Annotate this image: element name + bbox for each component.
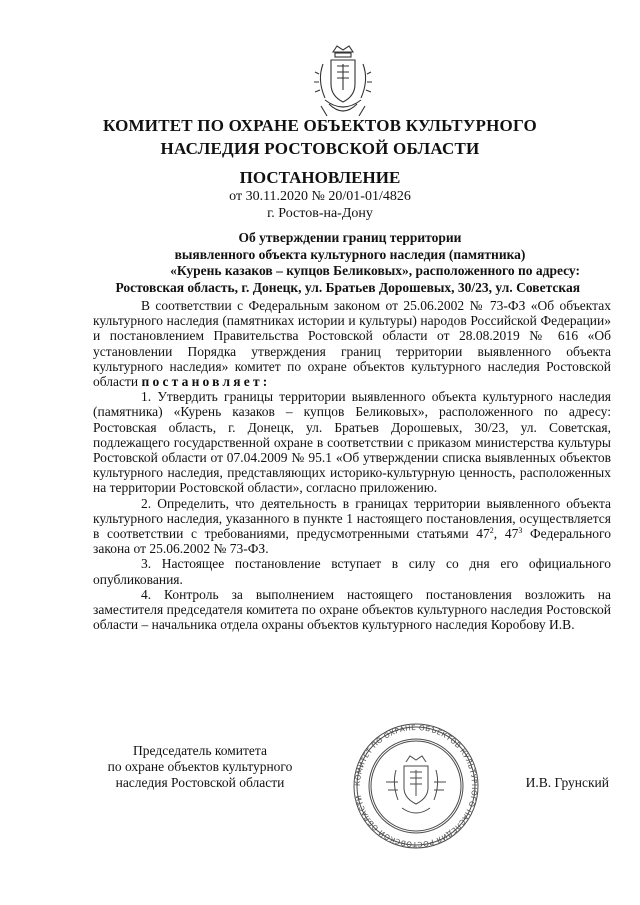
title-line-4: Ростовская область, г. Донецк, ул. Братьев Дорошевых, 30/23, ул. Советская [115, 279, 580, 295]
organization-name [80, 114, 560, 160]
item-3-paragraph: 3. Настоящее постановление вступает в силу со дня его официального опубликования. [93, 556, 611, 587]
position-line-1: Председатель комитета [133, 743, 267, 758]
title-line-3: «Курень казаков – купцов Беликовых», расположенного по адресу: [170, 263, 580, 278]
item-2-superscript-2: 3 [518, 526, 523, 536]
document-city: г. Ростов-на-Дону [267, 206, 373, 221]
org-line-1: КОМИТЕТ ПО ОХРАНЕ ОБЪЕКТОВ КУЛЬТУРНОГО [103, 116, 537, 135]
signatory-name: И.В. Грунский [525, 775, 609, 790]
item-2-superscript-1: 2 [489, 526, 494, 536]
item-1-paragraph: 1. Утвердить границы территории выявленного объекта культурного наследия (памятника) «Курень казаков – купцов Беликовых», расположенного по адресу: Ростовская область, г. Донецк, ул. Братьев Дорошевых, 30/23, ул. Советская, подлежащего государственной охране в соответствии с приказом министерства культуры Ростовской области от 07.04.2009 № 95.1 «Об утверждении списка выявленных объектов культурного наследия, представляющих историко-культурную ценность, расположенных на территории Ростовской области», согласно приложению. [93, 389, 611, 496]
signatory-position [80, 743, 320, 791]
preamble-paragraph [93, 298, 611, 389]
round-seal-icon [340, 722, 492, 850]
title-line-1: Об утверждении границ территории [238, 230, 462, 245]
document-title [80, 230, 580, 296]
item-2-paragraph [93, 496, 611, 557]
coat-of-arms-icon [311, 44, 375, 120]
item-2-text-a: 2. Определить, что деятельность в границах территории выявленного объекта культурного наследия, указанного в пункте 1 настоящего постановления, осуществляется в соответствии с требованиями, предусмотренными статьями 47 [93, 495, 611, 542]
item-4-paragraph: 4. Контроль за выполнением настоящего постановления возложить на заместителя председателя комитета по охране объектов культурного наследия Ростовской области – начальника отдела охраны объектов культурного наследия Коробову И.В. [93, 586, 611, 633]
item-2-text-c: Федерального закона от 25.06.2002 № 73-ФЗ. [93, 526, 611, 557]
document-body [93, 298, 611, 632]
decree-word: постановляет: [141, 374, 271, 390]
item-2-text-b: , 47 [493, 526, 519, 542]
document-date-number: от 30.11.2020 № 20/01-01/4826 [229, 189, 411, 204]
position-line-2: по охране объектов культурного [107, 759, 293, 774]
document-type: ПОСТАНОВЛЕНИЕ [239, 168, 401, 187]
seal-ring-text: КОМИТЕТ ПО ОХРАНЕ ОБЪЕКТОВ КУЛЬТУРНОГО НАСЛЕДИЯ РОСТОВСКОЙ ОБЛАСТИ [352, 722, 480, 850]
preamble-text: В соответствии с Федеральным законом от 25.06.2002 № 73-ФЗ «Об объектах культурного наследия (памятниках истории и культуры) народов Российской Федерации» и постановлением Правительства Ростовской области от 28.08.2019 № 616 «Об установлении Порядка утверждения границ территории выявленного объекта культурного наследия» комитет по охране объектов культурного наследия Ростовской области [93, 298, 611, 390]
org-line-2: НАСЛЕДИЯ РОСТОВСКОЙ ОБЛАСТИ [160, 139, 480, 158]
title-line-2: выявленного объекта культурного наследия (памятника) [174, 246, 526, 262]
position-line-3: наследия Ростовской области [115, 775, 285, 790]
